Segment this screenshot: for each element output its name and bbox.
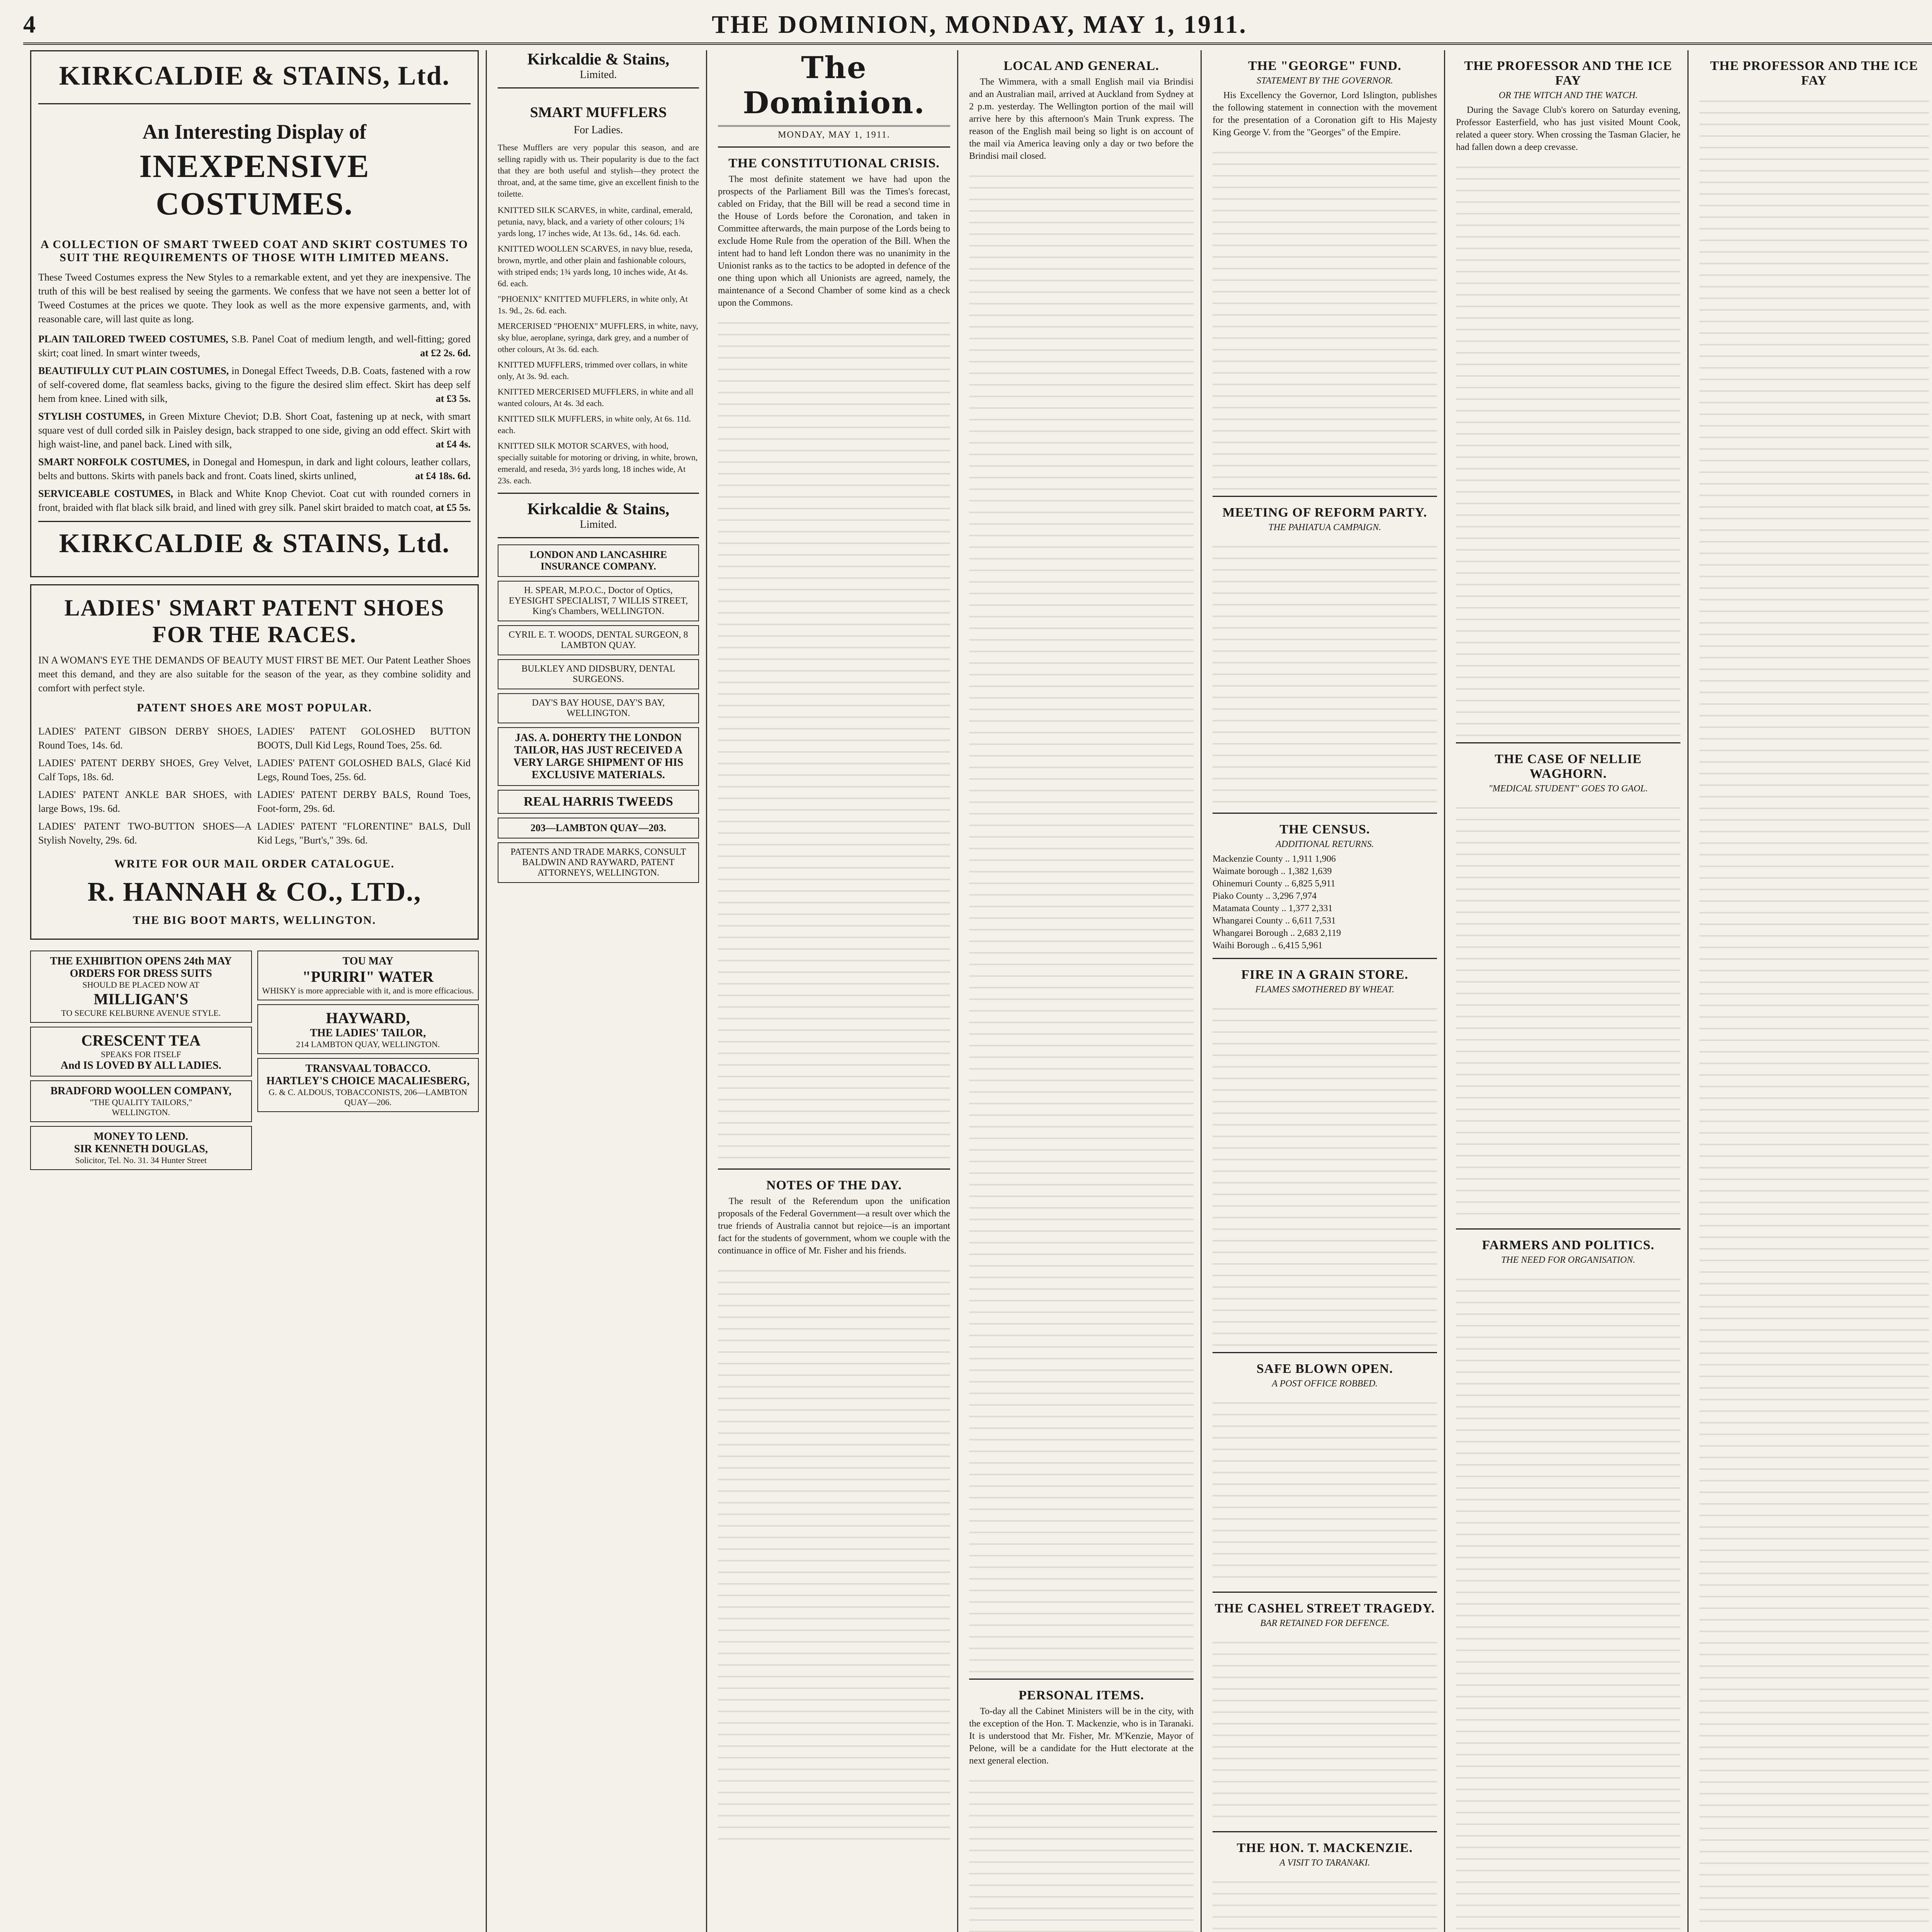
- shoes-ad-cta: WRITE FOR OUR MAIL ORDER CATALOGUE.: [114, 857, 395, 870]
- personal-items-title: PERSONAL ITEMS.: [1019, 1688, 1144, 1702]
- notes-continued-text: [718, 1260, 950, 1840]
- professor-title: THE PROFESSOR AND THE ICE FAY: [1464, 59, 1672, 88]
- leader-continued-text: [718, 312, 950, 1162]
- reform-sub: THE PAHIATUA CAMPAIGN.: [1268, 522, 1381, 532]
- professor-text: During the Savage Club's korero on Saturday evening, Professor Easterfield, who has just visited Mount Cook, related a queer story. When crossing the Tasman Glacier, he had fallen down a deep crevasse.: [1456, 105, 1680, 152]
- column-3: [711, 50, 958, 1932]
- hayward-ad: HAYWARD, THE LADIES' TAILOR, 214 LAMBTON QUAY, WELLINGTON.: [257, 1004, 479, 1054]
- page-number: 4: [23, 10, 36, 38]
- muffler-ad-firm-sub: Limited.: [580, 69, 617, 81]
- waghorn-text: [1456, 797, 1680, 1222]
- column-2: [491, 50, 707, 1932]
- census-row: Matamata County .. 1,377 2,331: [1213, 903, 1333, 913]
- shoe-item: LADIES' PATENT DERBY SHOES, Grey Velvet, Calf Tops, 18s. 6d.: [38, 757, 252, 782]
- card-ad: 203—LAMBTON QUAY—203.: [498, 818, 699, 838]
- ad-footer-firm: KIRKCALDIE & STAINS, Ltd.: [59, 529, 450, 558]
- census-table: [1213, 853, 1437, 952]
- census-row: Piako County .. 3,296 7,974: [1213, 891, 1317, 901]
- costume-item: PLAIN TAILORED TWEED COSTUMES, S.B. Panel Coat of medium length, and well-fitting; gored skirt; coat lined. In smart winter tweeds, at £2 2s. 6d.: [38, 333, 471, 359]
- shoes-ad-tagline: THE BIG BOOT MARTS, WELLINGTON.: [133, 914, 376, 927]
- ad-headline: INEXPENSIVE COSTUMES.: [139, 148, 370, 222]
- shoes-ad-sub: PATENT SHOES ARE MOST POPULAR.: [137, 701, 372, 714]
- leader-text: The most definite statement we have had upon the prospects of the Parliament Bill was the Times's forecast, cabled on Friday, that the Bill will be read a second time in the House of Lords before the Coronation, and taken in Committee afterwards, the main purpose of the Lords being to exclude Home Rule from the operation of the Bill. When the intent had to hand left London there was no unanimity in the Unionist ranks as to the tactics to be adopted in defence of the one thing upon which all Unionists are agreed, namely, the maintenance of a Second Chamber of some kind as a check upon the Commons.: [718, 174, 950, 308]
- reform-title: MEETING OF REFORM PARTY.: [1222, 505, 1427, 520]
- bradford-ad: BRADFORD WOOLLEN COMPANY, "THE QUALITY TAILORS," WELLINGTON.: [30, 1080, 252, 1122]
- card-ad: BULKLEY AND DIDSBURY, DENTAL SURGEONS.: [498, 659, 699, 689]
- safe-text: [1213, 1392, 1437, 1585]
- col7-title: THE PROFESSOR AND THE ICE FAY: [1710, 59, 1918, 88]
- column-6: [1449, 50, 1689, 1932]
- notes-text: The result of the Referendum upon the unification proposals of the Federal Government—a result over which the true friends of Australia cannot but rejoice—is an important fact for the students of government, whom we couple with the continuance in office of Mr. Fisher and his friends.: [718, 1196, 950, 1256]
- muffler-ad-head: SMART MUFFLERS: [530, 104, 667, 121]
- shoe-item: LADIES' PATENT ANKLE BAR SHOES, with large Bows, 19s. 6d.: [38, 789, 252, 814]
- column-4: [962, 50, 1202, 1932]
- local-general-text: The Wimmera, with a small English mail via Brindisi and an Australian mail, arrived at Auckland from Sydney at 2 p.m. yesterday. The Wellington portion of the mail will arrive here by this afternoon's Main Trunk express. The reason of the English mail being so light is on account of the mail via America leaving only a day or two before the Brindisi mail closed.: [969, 77, 1194, 161]
- muffler-ad-head-sub: For Ladies.: [573, 124, 623, 136]
- costume-item: STYLISH COSTUMES, in Green Mixture Cheviot; D.B. Short Coat, fastening up at neck, with smart square vest of dull corded silk in Paisley design, back strapped to one side, giving an odd effect. Skirt with high waist-line, and panel back. Lined with silk, at £4 4s.: [38, 411, 471, 450]
- farmers-title: FARMERS AND POLITICS.: [1482, 1238, 1655, 1252]
- harris-tweeds-ad: REAL HARRIS TWEEDS: [498, 790, 699, 814]
- census-row: Whangarei Borough .. 2,683 2,119: [1213, 928, 1341, 938]
- money-to-lend-ad: MONEY TO LEND. SIR KENNETH DOUGLAS, Solicitor, Tel. No. 31. 34 Hunter Street: [30, 1126, 252, 1170]
- farmers-text: [1456, 1269, 1680, 1932]
- cashel-sub: BAR RETAINED FOR DEFENCE.: [1260, 1618, 1389, 1628]
- muffler-item: "PHOENIX" KNITTED MUFFLERS, in white only, At 1s. 9d., 2s. 6d. each.: [498, 294, 688, 315]
- george-fund-continued: [1213, 142, 1437, 490]
- reform-text: [1213, 536, 1437, 806]
- fire-title: FIRE IN A GRAIN STORE.: [1241, 968, 1408, 982]
- hannah-shoes-ad: [30, 584, 479, 940]
- column-1: [23, 50, 487, 1932]
- muffler-ad-intro: These Mufflers are very popular this season, and are selling rapidly with us. Their popularity is due to the fact that they are both useful and stylish—they protect the throat, and, at the same time, give an excellent finish to the toilette.: [498, 143, 699, 199]
- george-fund-title: THE "GEORGE" FUND.: [1248, 59, 1401, 73]
- ad-intro: These Tweed Costumes express the New Styles to a remarkable extent, and yet they are inexpensive. The truth of this will be best realised by seeing the garments. We confess that we have not seen a better lot of Tweed Costumes at the prices we quote. They look as well as the more expensive garments, and, with reasonable care, will last quite as long.: [38, 272, 471, 325]
- local-general-continued: [969, 165, 1194, 1672]
- professor-sub: OR THE WITCH AND THE WATCH.: [1498, 90, 1638, 100]
- census-sub: ADDITIONAL RETURNS.: [1276, 839, 1374, 849]
- waghorn-sub: "MEDICAL STUDENT" GOES TO GAOL.: [1488, 784, 1648, 794]
- mackenzie-title: THE HON. T. MACKENZIE.: [1236, 1841, 1413, 1855]
- newspaper-flag: The Dominion.: [718, 50, 950, 127]
- farmers-sub: THE NEED FOR ORGANISATION.: [1501, 1255, 1636, 1265]
- card-ad: CYRIL E. T. WOODS, DENTAL SURGEON, 8 LAMBTON QUAY.: [498, 625, 699, 655]
- card-ad: DAY'S BAY HOUSE, DAY'S BAY, WELLINGTON.: [498, 693, 699, 723]
- safe-title: SAFE BLOWN OPEN.: [1256, 1362, 1393, 1376]
- census-title: THE CENSUS.: [1279, 822, 1370, 837]
- muffler-item: KNITTED MUFFLERS, trimmed over collars, in white only, At 3s. 9d. each.: [498, 360, 688, 381]
- crescent-tea-ad: CRESCENT TEA SPEAKS FOR ITSELF And IS LOVED BY ALL LADIES.: [30, 1027, 252, 1077]
- shoes-ad-title: LADIES' SMART PATENT SHOES FOR THE RACES.: [64, 595, 445, 647]
- personal-items-continued: [969, 1770, 1194, 1932]
- george-fund-text: His Excellency the Governor, Lord Islington, publishes the following statement in connection with the movement for the presentation of a Coronation gift to His Majesty King George V. from the "Georges" of the Empire.: [1213, 90, 1437, 138]
- mackenzie-sub: A VISIT TO TARANAKI.: [1279, 1858, 1370, 1868]
- patents-ad: PATENTS AND TRADE MARKS, CONSULT BALDWIN AND RAYWARD, PATENT ATTORNEYS, WELLINGTON.: [498, 842, 699, 883]
- personal-items-text: To-day all the Cabinet Ministers will be in the city, with the exception of the Hon. T. Mackenzie, who is in Taranaki. It is understood that Mr. Fisher, Mr. M'Kenzie, Mayor of Pelone, will be a candidate for the Hutt electorate at the next general election.: [969, 1706, 1194, 1766]
- leader-title: THE CONSTITUTIONAL CRISIS.: [728, 156, 940, 170]
- costume-item: BEAUTIFULLY CUT PLAIN COSTUMES, in Donegal Effect Tweeds, D.B. Coats, fastened with a row of self-covered dome, flat seamless backs, giving to the figure the desired slim effect. Skirt has deep self hem from knee. Lined with silk, at £3 5s.: [38, 365, 471, 404]
- dateline: MONDAY, MAY 1, 1911.: [778, 130, 890, 140]
- ad-firm-name: KIRKCALDIE & STAINS, Ltd.: [59, 61, 450, 91]
- census-row: Whangarei County .. 6,611 7,531: [1213, 916, 1336, 926]
- census-row: Ohinemuri County .. 6,825 5,911: [1213, 879, 1335, 889]
- kirkcaldie-costume-ad: [30, 50, 479, 577]
- muffler-item: KNITTED SILK MUFFLERS, in white only, At 6s. 11d. each.: [498, 414, 691, 435]
- local-general-title: LOCAL AND GENERAL.: [1003, 59, 1159, 73]
- census-row: Mackenzie County .. 1,911 1,906: [1213, 854, 1336, 864]
- small-ads-grid: [30, 947, 479, 1174]
- shoes-ad-firm: R. HANNAH & CO., LTD.,: [87, 877, 422, 907]
- muffler-ad-firm: Kirkcaldie & Stains,: [527, 51, 670, 68]
- george-fund-sub: STATEMENT BY THE GOVERNOR.: [1257, 76, 1393, 86]
- professor-continued: [1456, 156, 1680, 736]
- transvaal-tobacco-ad: TRANSVAAL TOBACCO. HARTLEY'S CHOICE MACALIESBERG, G. & C. ALDOUS, TOBACCONISTS, 206—LAMBTON QUAY—206.: [257, 1058, 479, 1112]
- masthead-title: THE DOMINION, MONDAY, MAY 1, 1911.: [712, 10, 1247, 39]
- muffler-item: KNITTED WOOLLEN SCARVES, in navy blue, reseda, brown, myrtle, and other plain and fashionable colours, with striped ends; 1¾ yards long, 10 inches wide, At 4s. 6d. each.: [498, 244, 693, 288]
- card-ad: H. SPEAR, M.P.O.C., Doctor of Optics, EYESIGHT SPECIALIST, 7 WILLIS STREET, King's Chambers, WELLINGTON.: [498, 581, 699, 621]
- milligans-ad: THE EXHIBITION OPENS 24th MAY ORDERS FOR DRESS SUITS SHOULD BE PLACED NOW AT MILLIGAN'S TO SECURE KELBURNE AVENUE STYLE.: [30, 951, 252, 1023]
- mackenzie-text: [1213, 1871, 1437, 1932]
- col7-text-block: [1699, 90, 1929, 1932]
- muffler-item: KNITTED SILK MOTOR SCARVES, with hood, specially suitable for motoring or driving, in white, brown, emerald, and reseda, 3½ yards long, 18 inches wide, At 23s. each.: [498, 441, 698, 485]
- masthead: [23, 8, 1932, 45]
- safe-sub: A POST OFFICE ROBBED.: [1272, 1379, 1378, 1389]
- cashel-title: THE CASHEL STREET TRAGEDY.: [1214, 1601, 1435, 1616]
- muffler-item: KNITTED SILK SCARVES, in white, cardinal, emerald, petunia, navy, black, and a variety of other colours; 1¾ yards long, 17 inches wide, At 13s. 6d., 14s. 6d. each.: [498, 205, 693, 238]
- muffler-ad-firm-footer-sub: Limited.: [580, 519, 617, 531]
- shoe-item: LADIES' PATENT GOLOSHED BALS, Glacé Kid Legs, Round Toes, 25s. 6d.: [257, 757, 471, 782]
- shoe-item: LADIES' PATENT "FLORENTINE" BALS, Dull Kid Legs, "Burt's," 39s. 6d.: [257, 821, 471, 846]
- doherty-ad: JAS. A. DOHERTY THE LONDON TAILOR, HAS JUST RECEIVED A VERY LARGE SHIPMENT OF HIS EXCLUSIVE MATERIALS.: [498, 727, 699, 786]
- fire-text: [1213, 998, 1437, 1346]
- shoe-item: LADIES' PATENT GIBSON DERBY SHOES, Round Toes, 14s. 6d.: [38, 726, 252, 751]
- shoes-ad-body: IN A WOMAN'S EYE THE DEMANDS OF BEAUTY MUST FIRST BE MET. Our Patent Leather Shoes meet this demand, and they are also suitable for the season of the year, as they combine solidity and comfort with perfect style.: [38, 655, 471, 694]
- ad-banner: A COLLECTION OF SMART TWEED COAT AND SKIRT COSTUMES TO SUIT THE REQUIREMENTS OF THOSE WITH LIMITED MEANS.: [41, 238, 468, 264]
- cashel-text: [1213, 1632, 1437, 1825]
- costume-item: SMART NORFOLK COSTUMES, in Donegal and Homespun, in dark and light colours, leather collars, belts and buttons. Skirts with panels back and front. Coats lined, skirts unlined, at £4 18s. 6d.: [38, 456, 471, 481]
- census-row: Waihi Borough .. 6,415 5,961: [1213, 940, 1323, 951]
- muffler-ad-firm-footer: Kirkcaldie & Stains,: [527, 500, 670, 518]
- shoe-item: LADIES' PATENT TWO-BUTTON SHOES—A Stylish Novelty, 29s. 6d.: [38, 821, 252, 846]
- costume-item: SERVICEABLE COSTUMES, in Black and White Knop Cheviot. Coat cut with rounded corners in front, braided with flat black silk braid, and lined with grey silk. Panel skirt braided to match coat, at £5 5s.: [38, 488, 471, 513]
- card-ad: LONDON AND LANCASHIRE INSURANCE COMPANY.: [498, 544, 699, 577]
- ad-subtitle: An Interesting Display of: [142, 120, 367, 143]
- column-5: [1206, 50, 1445, 1932]
- column-7: [1692, 50, 1932, 1932]
- muffler-item: KNITTED MERCERISED MUFFLERS, in white and all wanted colours, At 4s. 3d each.: [498, 387, 694, 408]
- shoe-item: LADIES' PATENT DERBY BALS, Round Toes, Foot-form, 29s. 6d.: [257, 789, 471, 814]
- notes-title: NOTES OF THE DAY.: [766, 1178, 902, 1192]
- muffler-item: MERCERISED "PHOENIX" MUFFLERS, in white, navy, sky blue, aeroplane, syringa, dark grey, and a number of other colours, At 3s. 6d. each.: [498, 321, 698, 354]
- fire-sub: FLAMES SMOTHERED BY WHEAT.: [1255, 985, 1395, 995]
- puriri-water-ad: TOU MAY "PURIRI" WATER WHISKY is more appreciable with it, and is more efficacious.: [257, 951, 479, 1000]
- shoe-item: LADIES' PATENT GOLOSHED BUTTON BOOTS, Dull Kid Legs, Round Toes, 25s. 6d.: [257, 726, 471, 751]
- waghorn-title: THE CASE OF NELLIE WAGHORN.: [1495, 752, 1642, 781]
- census-row: Waimate borough .. 1,382 1,639: [1213, 866, 1332, 876]
